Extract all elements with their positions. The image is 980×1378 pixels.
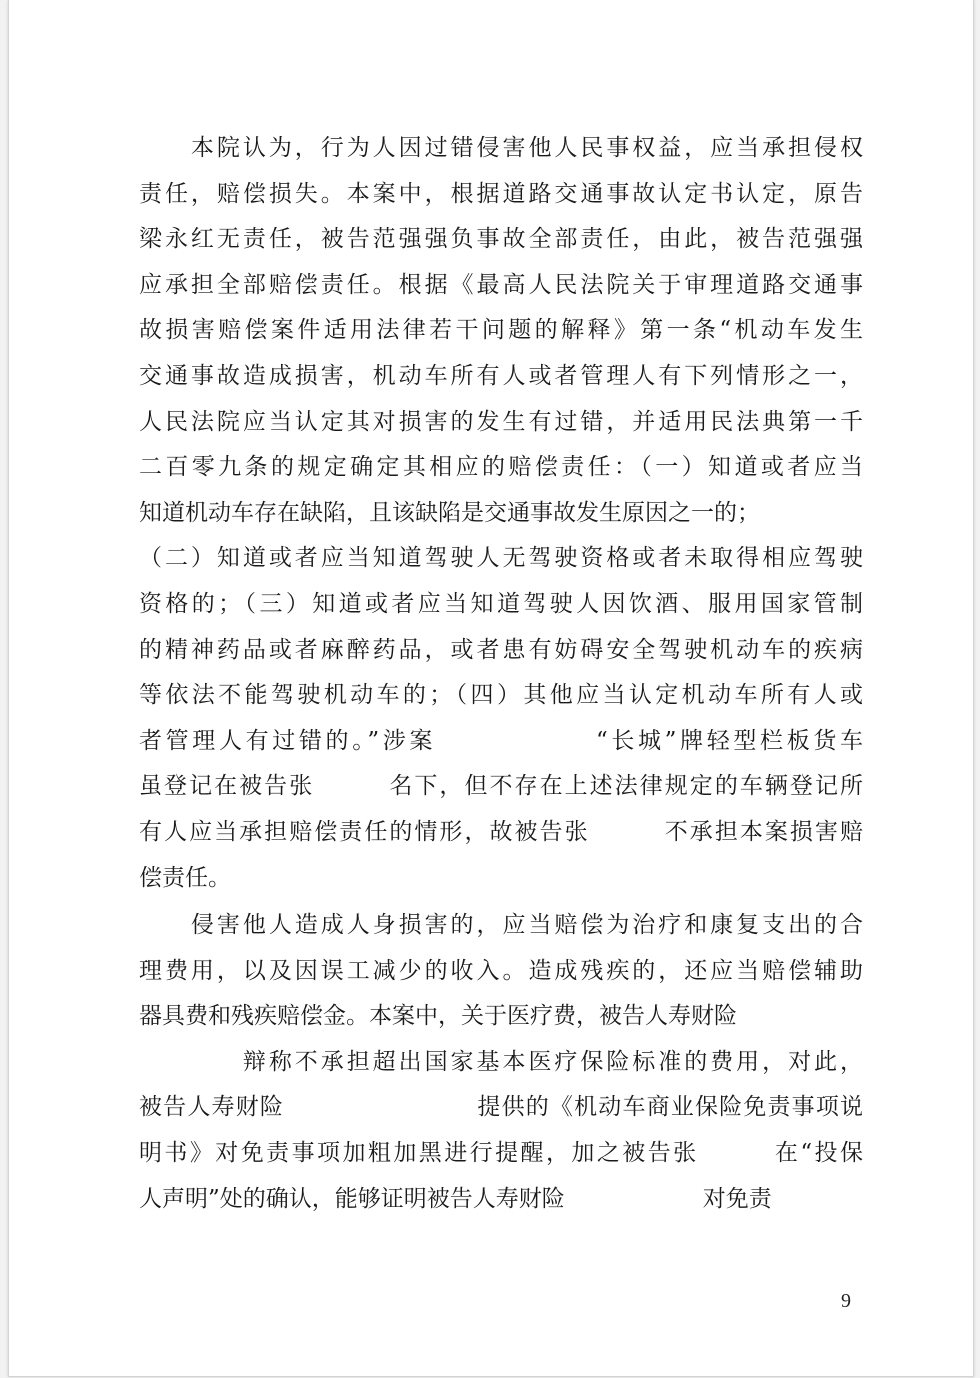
text-line: 偿责任。	[139, 864, 231, 891]
text-line: 梁永红无责任，被告范强强负事故全部责任，由此，被告范强强	[139, 226, 863, 253]
paragraph	[139, 126, 863, 901]
text-line: 虽登记在被告张 名下，但不存在上述法律规定的车辆登记所	[139, 773, 863, 800]
text-line: 的精神药品或者麻醉药品，或者患有妨碍安全驾驶机动车的疾病	[139, 636, 863, 663]
text-line: 者管理人有过错的。”涉案 “长城”牌轻型栏板货车	[139, 727, 863, 754]
text-line: 有人应当承担赔偿责任的情形，故被告张 不承担本案损害赔	[139, 818, 863, 845]
document-page	[8, 0, 974, 1377]
text-line: 辩称不承担超出国家基本医疗保险标准的费用，对此，	[139, 1048, 863, 1075]
text-line: 应承担全部赔偿责任。根据《最高人民法院关于审理道路交通事	[139, 271, 863, 298]
text-line: 人声明”处的确认，能够证明被告人寿财险 对免责	[139, 1185, 772, 1212]
text-line: 人民法院应当认定其对损害的发生有过错，并适用民法典第一千	[139, 408, 863, 435]
text-line: 被告人寿财险 提供的《机动车商业保险免责事项说	[139, 1094, 863, 1121]
document-body	[139, 126, 863, 1222]
text-line: 器具费和残疾赔偿金。本案中，关于医疗费，被告人寿财险	[139, 1003, 737, 1030]
page-number: 9	[841, 1290, 851, 1312]
text-line: 理费用，以及因误工减少的收入。造成残疾的，还应当赔偿辅助	[139, 957, 863, 984]
text-line: 故损害赔偿案件适用法律若干问题的解释》第一条“机动车发生	[139, 317, 863, 344]
text-line: 明书》对免责事项加粗加黑进行提醒，加之被告张 在“投保	[139, 1140, 863, 1167]
text-line: 本院认为，行为人因过错侵害他人民事权益，应当承担侵权	[139, 135, 863, 161]
paragraph	[139, 903, 863, 1222]
text-line: 交通事故造成损害，机动车所有人或者管理人有下列情形之一，	[139, 362, 863, 389]
text-line: （二）知道或者应当知道驾驶人无驾驶资格或者未取得相应驾驶	[139, 545, 863, 572]
text-line: 资格的；（三）知道或者应当知道驾驶人因饮酒、服用国家管制	[139, 590, 863, 617]
text-line: 侵害他人造成人身损害的，应当赔偿为治疗和康复支出的合	[139, 912, 863, 939]
text-line: 等依法不能驾驶机动车的；（四）其他应当认定机动车所有人或	[139, 682, 863, 709]
text-line: 知道机动车存在缺陷，且该缺陷是交通事故发生原因之一的；	[139, 499, 760, 526]
text-line: 责任，赔偿损失。本案中，根据道路交通事故认定书认定，原告	[139, 180, 863, 207]
text-line: 二百零九条的规定确定其相应的赔偿责任：（一）知道或者应当	[139, 454, 863, 481]
